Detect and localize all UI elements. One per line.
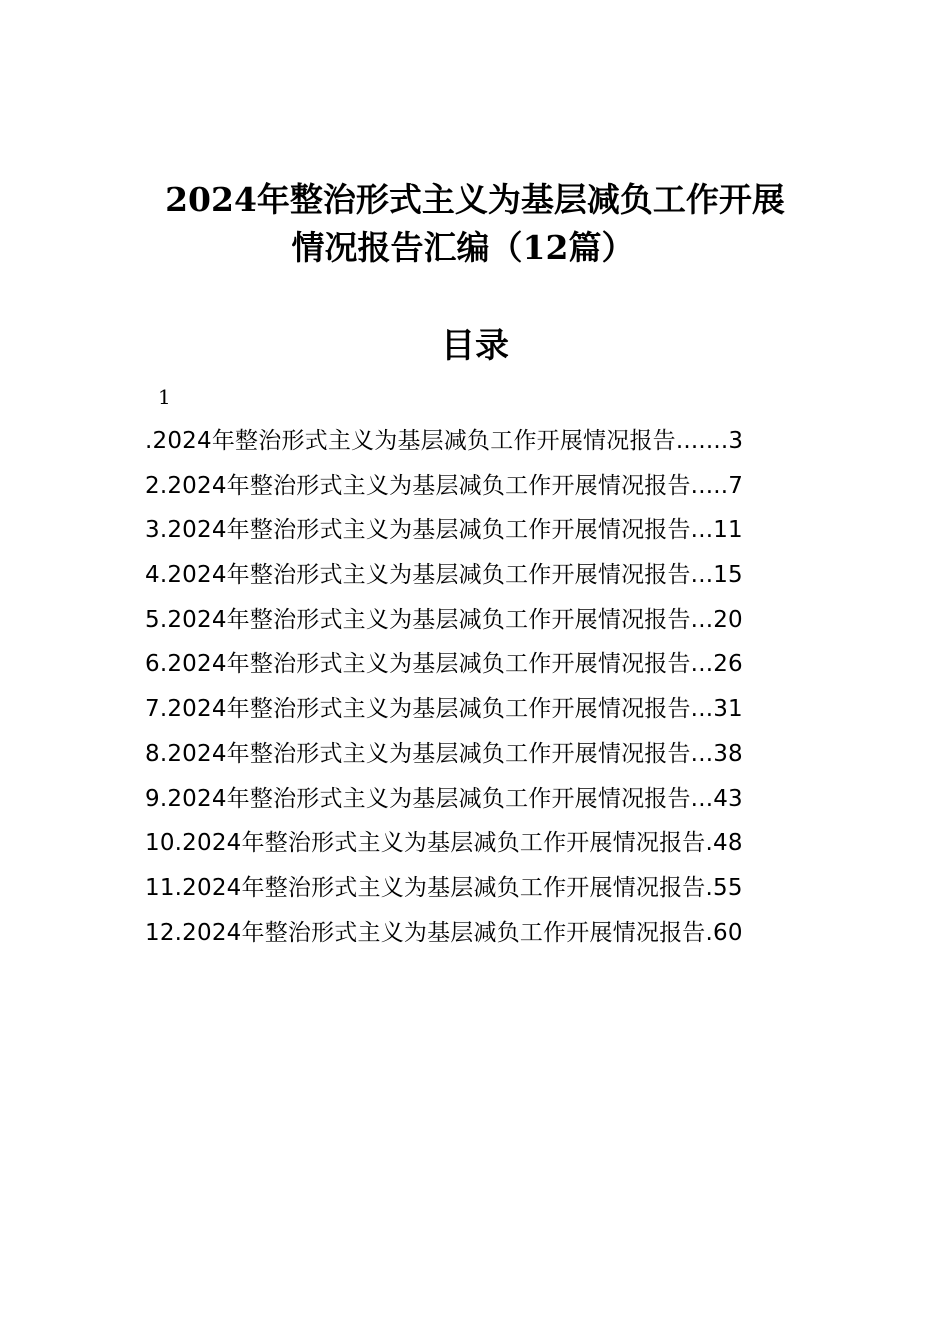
toc-lead-number: 1	[158, 385, 171, 409]
toc-entry-4[interactable]: 4.2024年整治形式主义为基层减负工作开展情况报告...15	[145, 562, 743, 589]
toc-entry-5[interactable]: 5.2024年整治形式主义为基层减负工作开展情况报告...20	[145, 606, 743, 633]
toc-entry-10[interactable]: 10.2024年整治形式主义为基层减负工作开展情况报告.48	[145, 830, 743, 857]
document-title-line-2: 情况报告汇编（12篇）	[291, 228, 635, 267]
toc-entry-3[interactable]: 3.2024年整治形式主义为基层减负工作开展情况报告...11	[145, 517, 743, 544]
toc-entry-11[interactable]: 11.2024年整治形式主义为基层减负工作开展情况报告.55	[145, 874, 743, 901]
toc-entry-8[interactable]: 8.2024年整治形式主义为基层减负工作开展情况报告...38	[145, 740, 743, 767]
document-title-line-1: 2024年整治形式主义为基层减负工作开展	[165, 180, 785, 219]
toc-entry-7[interactable]: 7.2024年整治形式主义为基层减负工作开展情况报告...31	[145, 696, 743, 723]
toc-entry-12[interactable]: 12.2024年整治形式主义为基层减负工作开展情况报告.60	[145, 919, 743, 946]
table-of-contents	[145, 424, 807, 960]
toc-entry-1[interactable]: .2024年整治形式主义为基层减负工作开展情况报告.......3	[145, 428, 744, 454]
toc-entry-9[interactable]: 9.2024年整治形式主义为基层减负工作开展情况报告...43	[145, 785, 743, 812]
toc-heading: 目录	[441, 326, 509, 366]
toc-entry-2[interactable]: 2.2024年整治形式主义为基层减负工作开展情况报告.....7	[145, 472, 744, 499]
toc-entry-6[interactable]: 6.2024年整治形式主义为基层减负工作开展情况报告...26	[145, 651, 743, 678]
